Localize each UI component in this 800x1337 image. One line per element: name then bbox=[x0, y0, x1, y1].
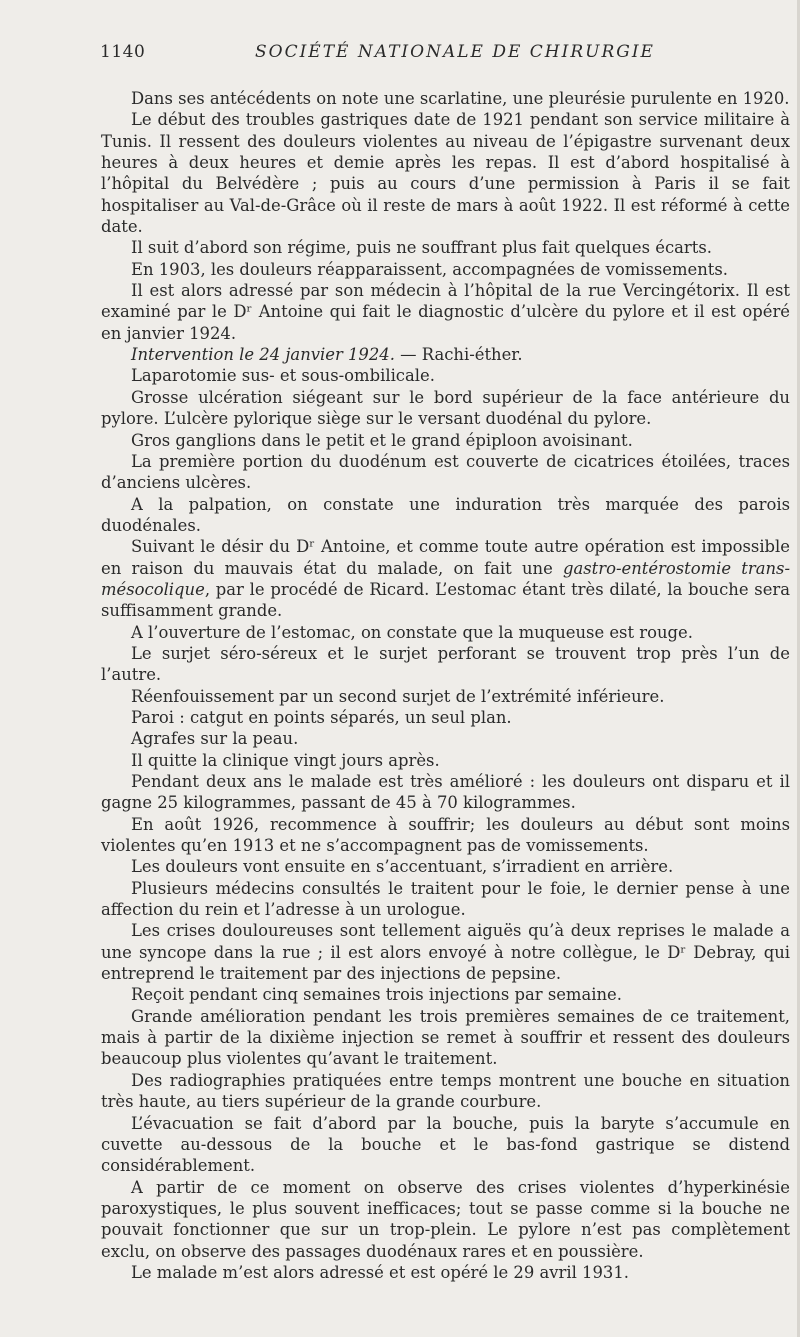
paragraph: Paroi : catgut en points séparés, un seul plan. bbox=[131, 707, 512, 727]
running-title: SOCIÉTÉ NATIONALE DE CHIRURGIE bbox=[255, 42, 655, 62]
paragraph: Des radiographies pratiquées entre temps montrent une bouche en situation très haute, au tiers supérieur de la grande courbure. bbox=[101, 1070, 790, 1112]
paragraph: En août 1926, recommence à souffrir; les douleurs au début sont moins violentes qu’en 1913 et ne s’accompagnent pas de vomissements. bbox=[101, 814, 790, 856]
paragraph: Reçoit pendant cinq semaines trois injections par semaine. bbox=[131, 985, 622, 1005]
intervention-anesthesia: — Rachi-éther. bbox=[394, 345, 523, 365]
paragraph: Les crises douloureuses sont tellement aiguës qu’à deux reprises le malade a une syncope dans la rue ; il est alors envoyé à notre collègue, le Dʳ Debray, qui entreprend le traitement par des injections de pepsine. bbox=[101, 921, 790, 984]
procedure-name: gastro-entérostomie trans-mésocolique bbox=[101, 558, 790, 599]
gastro-paragraph bbox=[101, 536, 790, 621]
paragraph: Il est alors adressé par son médecin à l’hôpital de la rue Vercingétorix. Il est examiné par le Dʳ Antoine qui fait le diagnostic d’ulcère du pylore et il est opéré en janvier 1924. bbox=[101, 281, 790, 343]
paragraph: Agrafes sur la peau. bbox=[131, 729, 299, 749]
paragraph: Grande amélioration pendant les trois premières semaines de ce traitement, mais à partir de la dixième injection se remet à souffrir et ressent des douleurs beaucoup plus violentes qu’avant le traitement. bbox=[101, 1006, 790, 1069]
paragraph: Le début des troubles gastriques date de 1921 pendant son service militaire à Tunis. Il ressent des douleurs violentes au niveau de l’épigastre survenant deux heures à deux heures et demie après les repas. Il est d’abord hospitalisé à l’hôpital du Belvédère ; puis au cours d’une permission à Paris il se fait hospitaliser au Val-de-Grâce où il reste de mars à août 1922. Il est réformé à cette date. bbox=[101, 110, 790, 237]
paragraph: Il suit d’abord son régime, puis ne souffrant plus fait quelques écarts. bbox=[131, 238, 712, 258]
paragraph: Grosse ulcération siégeant sur le bord supérieur de la face antérieure du pylore. L’ulcère pylorique siège sur le versant duodénal du pylore. bbox=[101, 387, 790, 429]
paragraph: La première portion du duodénum est couverte de cicatrices étoilées, traces d’anciens ulcères. bbox=[101, 451, 790, 493]
gastro-after: , par le procédé de Ricard. L’estomac étant très dilaté, la bouche sera suffisamment grande. bbox=[101, 579, 790, 621]
paragraph: A partir de ce moment on observe des crises violentes d’hyperkinésie paroxystiques, le plus souvent inefficaces; tout se passe comme si la bouche ne pouvait fonctionner que sur un trop-plein. Le pylore n’est pas complètement exclu, on observe des passages duodénaux rares et en poussière. bbox=[101, 1177, 790, 1261]
paragraph: Laparotomie sus- et sous-ombilicale. bbox=[131, 366, 435, 386]
paragraph: A la palpation, on constate une induration très marquée des parois duodénales. bbox=[101, 494, 790, 535]
paragraph: Pendant deux ans le malade est très amélioré : les douleurs ont disparu et il gagne 25 kilogrammes, passant de 45 à 70 kilogrammes. bbox=[101, 772, 790, 813]
paragraph: Réenfouissement par un second surjet de l’extrémité inférieure. bbox=[131, 686, 665, 706]
body-text bbox=[101, 88, 790, 1283]
paragraph: Le malade m’est alors adressé et est opéré le 29 avril 1931. bbox=[131, 1262, 629, 1282]
paragraph: A l’ouverture de l’estomac, on constate que la muqueuse est rouge. bbox=[131, 622, 693, 642]
paragraph: En 1903, les douleurs réapparaissent, accompagnées de vomissements. bbox=[131, 259, 729, 279]
paragraph: Le surjet séro-séreux et le surjet perforant se trouvent trop près l’un de l’autre. bbox=[101, 643, 790, 685]
paragraph: Plusieurs médecins consultés le traitent pour le foie, le dernier pense à une affection du rein et l’adresse à un urologue. bbox=[101, 878, 790, 920]
paragraph: Les douleurs vont ensuite en s’accentuant, s’irradient en arrière. bbox=[131, 857, 674, 877]
gastro-before: Suivant le désir du Dʳ Antoine, et comme toute autre opération est impossible en raison du mauvais état du malade, on fait une bbox=[101, 537, 790, 578]
paragraph: L’évacuation se fait d’abord par la bouche, puis la baryte s’accumule en cuvette au-dessous de la bouche et le bas-fond gastrique se distend considérablement. bbox=[101, 1113, 790, 1176]
paragraph: Dans ses antécédents on note une scarlatine, une pleurésie purulente en 1920. bbox=[131, 89, 790, 108]
paragraph: Gros ganglions dans le petit et le grand épiploon avoisinant. bbox=[131, 430, 633, 450]
page-number: 1140 bbox=[100, 42, 146, 62]
paragraph: Il quitte la clinique vingt jours après. bbox=[131, 750, 440, 770]
intervention-heading bbox=[101, 344, 790, 365]
intervention-date: Intervention le 24 janvier 1924. bbox=[131, 345, 395, 365]
page-header bbox=[100, 42, 790, 66]
